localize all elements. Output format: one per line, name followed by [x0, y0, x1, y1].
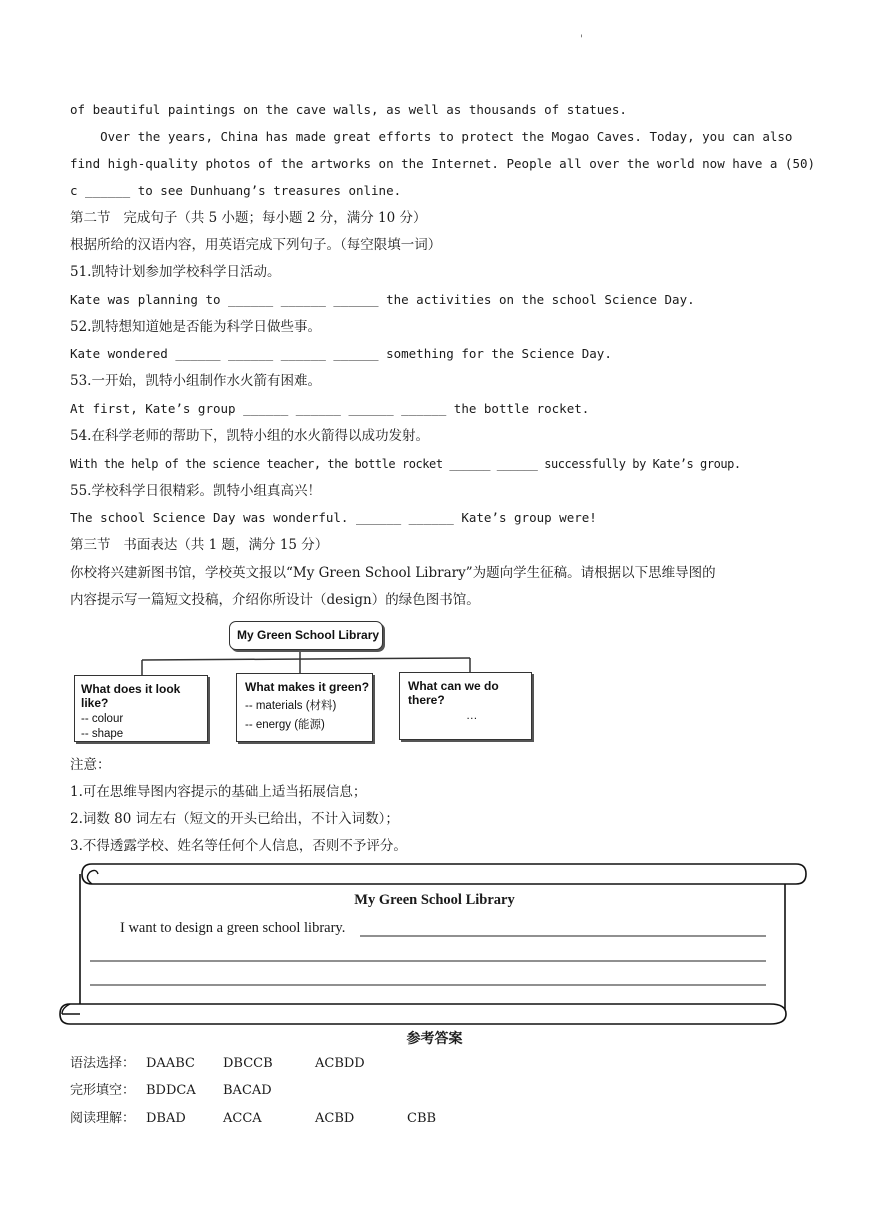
- notes-heading: 注意：: [70, 757, 111, 773]
- branch-green-item: -- materials (材料): [245, 700, 337, 712]
- note-3: 3.不得透露学校、姓名等任何个人信息，否则不予评分。: [70, 838, 407, 854]
- answer-group: DBAD: [146, 1111, 186, 1126]
- passage-line-3: find high-quality photos of the artworks on the Internet. People all over the world now have a (50): [70, 156, 816, 171]
- branch-look-item: -- shape: [81, 728, 124, 740]
- branch-look-title: What does it look like?: [81, 682, 181, 710]
- answer-group: CBB: [407, 1111, 437, 1126]
- answer-row-label: 完形填空：: [70, 1083, 136, 1098]
- question-55-english: The school Science Day was wonderful. ______ ______ Kate’s group were!: [70, 510, 597, 525]
- section2-heading: 第二节 完成句子（共 5 小题；每小题 2 分，满分 10 分）: [70, 210, 427, 226]
- answer-group: ACBDD: [315, 1056, 365, 1071]
- writing-prompt-line-1: 你校将兴建新图书馆，学校英文报以“My Green School Library”为题向学生征稿。请根据以下思维导图的: [70, 565, 716, 581]
- answer-row-label: 阅读理解：: [70, 1111, 136, 1126]
- header-mark: ': [580, 34, 583, 45]
- question-51-chinese: 51.凯特计划参加学校科学日活动。: [70, 264, 281, 280]
- branch-look-item: -- colour: [81, 713, 124, 725]
- question-52-english: Kate wondered ______ ______ ______ ______ something for the Science Day.: [70, 346, 612, 361]
- passage-line-2: Over the years, China has made great efforts to protect the Mogao Caves. Today, you can also: [70, 129, 793, 144]
- scroll-title: My Green School Library: [354, 892, 515, 908]
- question-53-english: At first, Kate’s group ______ ______ ______ ______ the bottle rocket.: [70, 401, 590, 416]
- answer-group: BDDCA: [146, 1083, 196, 1098]
- question-52-chinese: 52.凯特想知道她是否能为科学日做些事。: [70, 319, 321, 335]
- writing-prompt-line-2: 内容提示写一篇短文投稿，介绍你所设计（design）的绿色图书馆。: [70, 592, 480, 608]
- answer-key-title: 参考答案: [406, 1031, 463, 1047]
- answer-group: DAABC: [146, 1056, 195, 1071]
- branch-activities-item: …: [466, 710, 478, 722]
- section2-instruction: 根据所给的汉语内容，用英语完成下列句子。（每空限填一词）: [70, 237, 442, 253]
- section3-heading: 第三节 书面表达（共 1 题，满分 15 分）: [70, 537, 329, 553]
- question-54-english: With the help of the science teacher, the bottle rocket ______ ______ successfully by Kate’s group.: [70, 457, 741, 471]
- answer-row-label: 语法选择：: [70, 1056, 136, 1071]
- passage-line-1: of beautiful paintings on the cave walls, as well as thousands of statues.: [70, 102, 627, 117]
- question-51-english: Kate was planning to ______ ______ ______ the activities on the school Science Day.: [70, 292, 695, 307]
- branch-activities-title: What can we do there?: [408, 679, 499, 707]
- question-54-chinese: 54.在科学老师的帮助下，凯特小组的水火箭得以成功发射。: [70, 428, 429, 444]
- note-2: 2.词数 80 词左右（短文的开头已给出，不计入词数）；: [70, 811, 399, 827]
- answer-group: ACCA: [223, 1111, 262, 1126]
- question-53-chinese: 53.一开始，凯特小组制作水火箭有困难。: [70, 373, 321, 389]
- passage-line-4: c ______ to see Dunhuang’s treasures online.: [70, 183, 402, 198]
- branch-green-title: What makes it green?: [245, 680, 370, 694]
- note-1: 1.可在思维导图内容提示的基础上适当拓展信息；: [70, 784, 367, 800]
- branch-green-item: -- energy (能源): [245, 719, 325, 731]
- mind-map-root-label: My Green School Library: [237, 628, 380, 642]
- scroll-first-line: I want to design a green school library.: [120, 920, 346, 936]
- question-55-chinese: 55.学校科学日很精彩。凯特小组真高兴！: [70, 483, 321, 499]
- answer-group: DBCCB: [223, 1056, 273, 1071]
- answer-group: BACAD: [223, 1083, 272, 1098]
- answer-group: ACBD: [315, 1111, 355, 1126]
